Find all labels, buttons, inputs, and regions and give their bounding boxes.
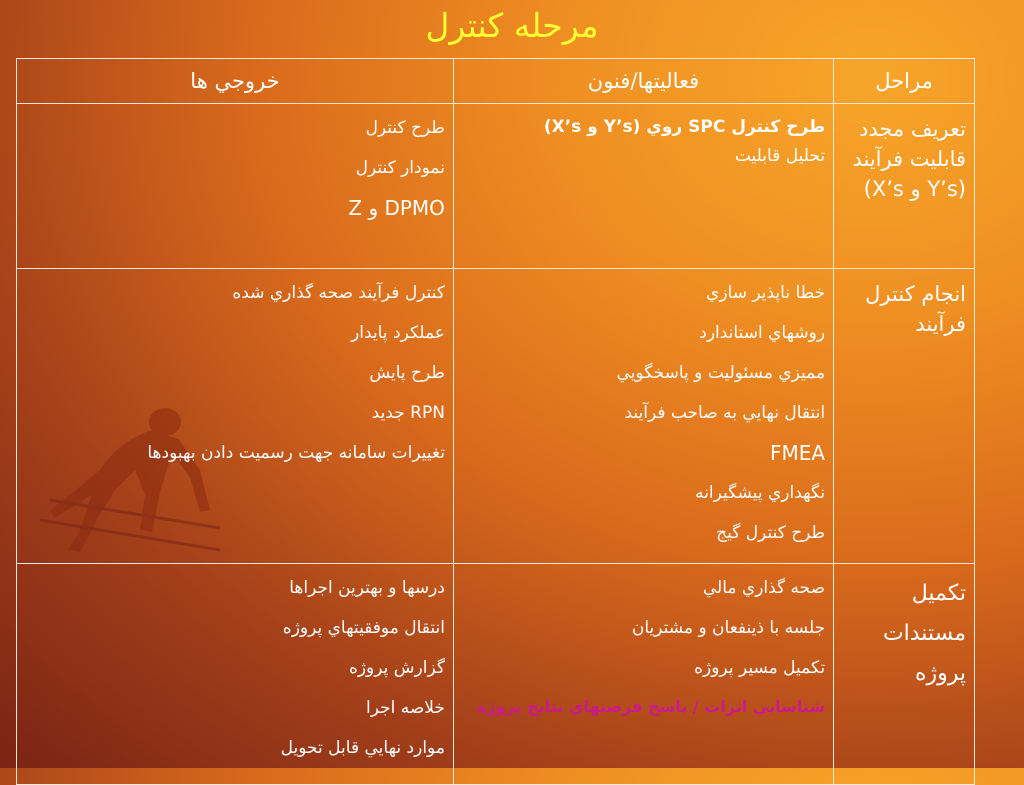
table-header-row xyxy=(17,59,975,104)
activity-item: طرح كنترل گيج xyxy=(716,523,826,543)
activity-item: تكميل مسير پروژه xyxy=(694,658,826,678)
output-item: درسها و بهترين اجراها xyxy=(289,578,445,598)
output-item: انتقال موفقيتهاي پروژه xyxy=(282,618,445,638)
stage-cell: انجام كنترل فرآيند xyxy=(834,269,975,564)
activity-item: خطا ناپذير سازي xyxy=(706,283,826,303)
header-outputs: خروجي ها xyxy=(17,59,454,104)
output-item: گزارش پروژه xyxy=(348,658,445,678)
header-activities: فعاليتها/فنون xyxy=(453,59,833,104)
activity-item: نگهداري پيشگيرانه xyxy=(695,483,826,503)
activities-cell xyxy=(453,104,833,269)
output-item: RPN جديد xyxy=(371,403,445,423)
control-phase-table xyxy=(16,58,975,785)
output-item: خلاصه اجرا xyxy=(365,698,445,718)
activities-cell xyxy=(453,564,833,785)
output-item: كنترل فرآيند صحه گذاري شده xyxy=(232,283,445,303)
activity-item: صحه گذاري مالي xyxy=(702,578,826,598)
activity-item: طرح كنترل SPC روي (Y’s و X’s) xyxy=(543,117,826,137)
page-title: مرحله كنترل xyxy=(425,6,599,45)
output-item: موارد نهايي قابل تحويل xyxy=(280,738,445,758)
output-item: نمودار كنترل xyxy=(355,158,445,178)
activity-item: انتقال نهايي به صاحب فرآيند xyxy=(624,403,826,423)
activity-item: جلسه با ذينفعان و مشتريان xyxy=(631,618,826,638)
activities-cell xyxy=(453,269,833,564)
outputs-cell xyxy=(17,104,454,269)
highlighted-activity: شناسايي اثرات / پاسخ فرصتهاي نتايج پروژه xyxy=(477,697,826,716)
output-item: عملكرد پايدار xyxy=(351,323,445,343)
output-item: طرح پايش xyxy=(369,363,445,383)
table-row xyxy=(17,564,975,785)
output-item: تغييرات سامانه جهت رسميت دادن بهبودها xyxy=(147,443,445,463)
activity-item: روشهاي استاندارد xyxy=(699,323,826,343)
table-row xyxy=(17,104,975,269)
activity-item: تحليل قابليت xyxy=(734,146,826,166)
activity-item: FMEA xyxy=(770,441,826,465)
header-stages: مراحل xyxy=(834,59,975,104)
activity-item: مميزي مسئوليت و پاسخگويي xyxy=(616,363,826,383)
table-row xyxy=(17,269,975,564)
outputs-cell xyxy=(17,564,454,785)
output-item: طرح كنترل xyxy=(365,118,445,138)
outputs-cell xyxy=(17,269,454,564)
stage-cell: تعريف مجدد قابليت فرآيند (Y’s و X’s) xyxy=(834,104,975,269)
stage-cell: تكميل مستندات پروژه xyxy=(834,564,975,785)
output-item: DPMO و Z xyxy=(348,196,445,220)
